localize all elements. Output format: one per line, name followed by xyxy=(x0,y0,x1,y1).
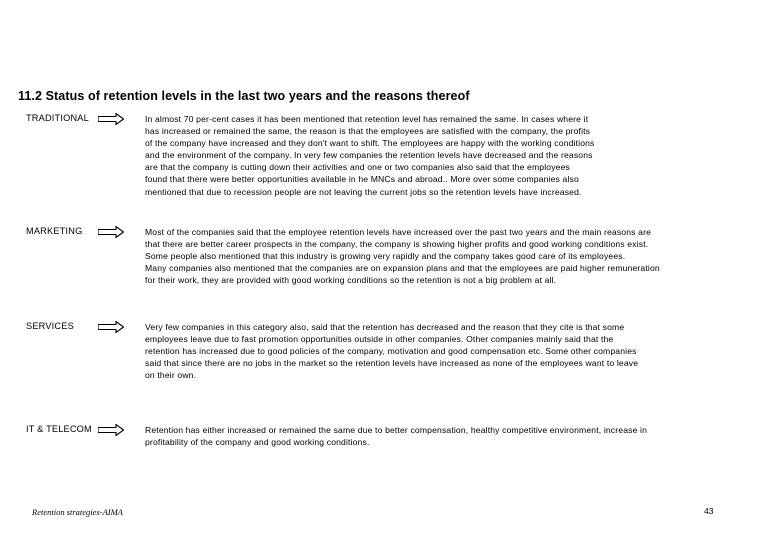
description-line: In almost 70 per-cent cases it has been mentioned that retention level has remained the same. In cases where it xyxy=(145,114,589,124)
description-line: Many companies also mentioned that the companies are on expansion plans and that the employees are paid higher remuneration xyxy=(145,263,660,274)
category-label: TRADITIONAL xyxy=(26,113,89,123)
description-line: and the environment of the company. In very few companies the retention levels have decreased and the reasons xyxy=(145,150,593,161)
description-line: are that the company is cutting down their activities and one or two companies also said that the employees xyxy=(145,162,570,173)
description-line: Retention has either increased or remained the same due to better compensation, healthy competitive environment, increase in xyxy=(145,425,648,435)
description-line: profitability of the company and good working conditions. xyxy=(145,437,370,448)
right-arrow-icon xyxy=(98,226,124,238)
description-line: employees leave due to fast promotion opportunities outside in other companies. Other companies mainly said that the xyxy=(145,334,614,345)
category-label: IT & TELECOM xyxy=(26,424,92,434)
description-line: mentioned that due to recession people are not leaving the current jobs so the retention levels have increased. xyxy=(145,186,582,197)
description-line: Very few companies in this category also, said that the retention has decreased and the reason that they cite is that some xyxy=(145,322,625,332)
description-line: of the company have increased and they don't want to shift. The employees are happy with the working conditions xyxy=(145,138,595,149)
section-description xyxy=(145,321,638,381)
description-line: said that since there are no jobs in the market so the retention levels have increased as none of the employees want to leave xyxy=(145,358,639,369)
category-label: MARKETING xyxy=(26,226,83,236)
description-line: Some people also mentioned that this industry is growing very rapidly and the company takes good care of its employees. xyxy=(145,251,626,262)
description-line: found that there were better opportunities available in he MNCs and abroad.. More over some companies also xyxy=(145,174,579,185)
section-description xyxy=(145,226,660,286)
description-line: retention has increased due to good policies of the company, motivation and good compensation etc. Some other companies xyxy=(145,346,637,357)
description-line: for their work, they are provided with good working conditions so the retention is not a big problem at all. xyxy=(145,275,557,286)
section-description xyxy=(145,424,647,448)
description-line: on their own. xyxy=(145,370,197,381)
category-label: SERVICES xyxy=(26,321,74,331)
page-number: 43 xyxy=(704,506,714,516)
right-arrow-icon xyxy=(98,424,124,436)
right-arrow-icon xyxy=(98,321,124,333)
description-line: that there are better career prospects in the company, the company is showing higher profits and good working conditions exist. xyxy=(145,239,649,250)
footer-source: Retention strategies-AIMA xyxy=(32,507,123,517)
description-line: Most of the companies said that the employee retention levels have increased over the past two years and the main reasons are xyxy=(145,227,652,237)
right-arrow-icon xyxy=(98,113,124,125)
page-heading: 11.2 Status of retention levels in the last two years and the reasons thereof xyxy=(18,89,470,103)
description-line: has increased or remained the same, the reason is that the employees are satisfied with the company, the profits xyxy=(145,126,591,137)
section-description xyxy=(145,113,595,198)
